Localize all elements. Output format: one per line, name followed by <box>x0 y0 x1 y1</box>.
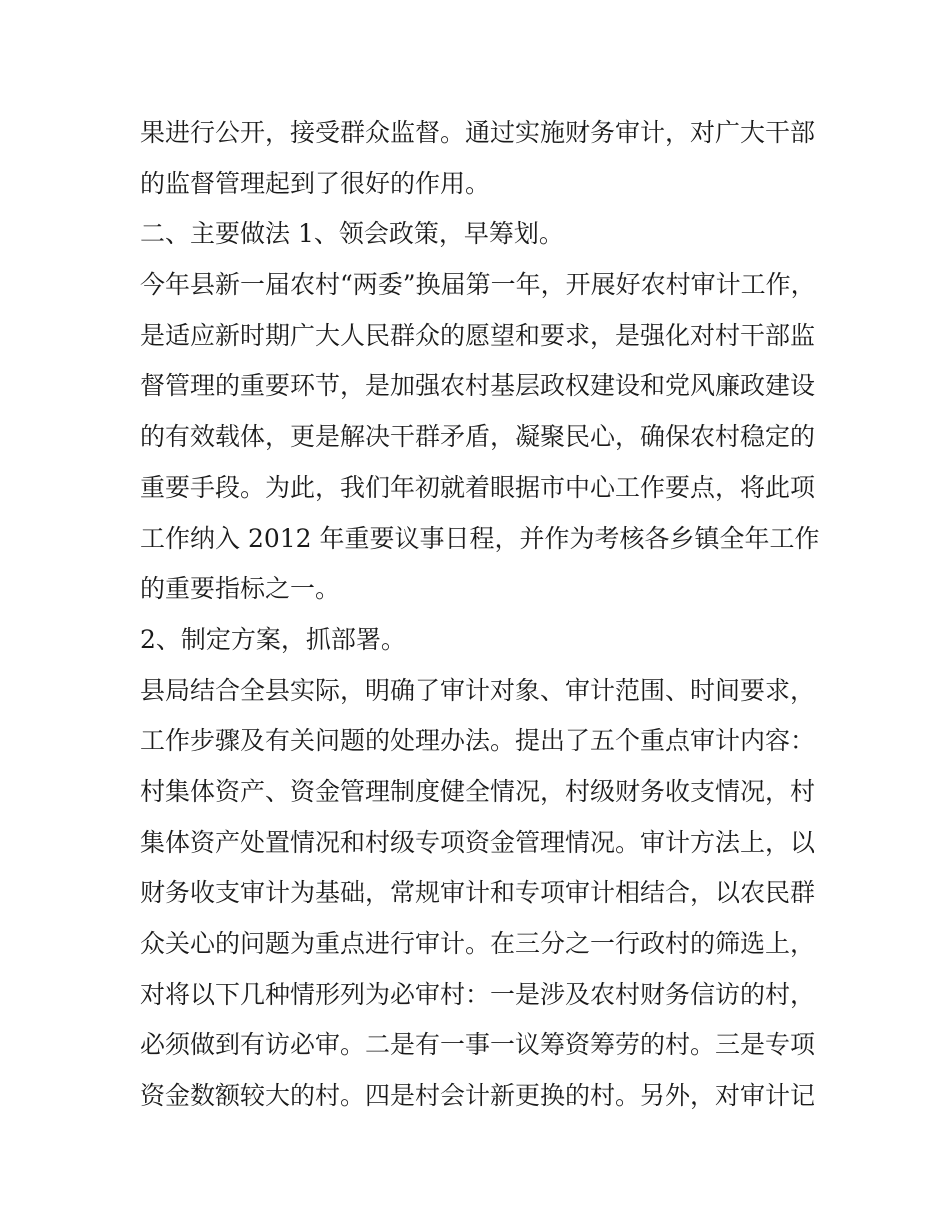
text-line: 是适应新时期广大人民群众的愿望和要求，是强化对村干部监 <box>140 320 816 350</box>
text-line: 果进行公开，接受群众监督。通过实施财务审计，对广大干部 <box>140 118 816 147</box>
text-line: 财务收支审计为基础，常规审计和专项审计相结合，以农民群 <box>140 878 816 908</box>
text-line: 的重要指标之一。 <box>140 574 341 604</box>
section-heading: 2、制定方案，抓部署。 <box>140 624 406 654</box>
text-line: 集体资产处置情况和村级专项资金管理情况。审计方法上，以 <box>140 827 816 857</box>
text-line: 资金数额较大的村。四是村会计新更换的村。另外，对审计记 <box>140 1081 816 1111</box>
text-line: 重要手段。为此，我们年初就着眼据市中心工作要点，将此项 <box>140 472 816 502</box>
text-line: 对将以下几种情形列为必审村：一是涉及农村财务信访的村， <box>140 979 816 1009</box>
text-line: 众关心的问题为重点进行审计。在三分之一行政村的筛选上， <box>140 929 816 958</box>
text-line: 今年县新一届农村“两委”换届第一年，开展好农村审计工作， <box>140 270 816 300</box>
text-line: 县局结合全县实际，明确了审计对象、审计范围、时间要求， <box>140 675 816 705</box>
body-text <box>140 108 830 1122</box>
text-line: 工作纳入 2012 年重要议事日程，并作为考核各乡镇全年工作 <box>140 523 820 553</box>
text-line: 的监督管理起到了很好的作用。 <box>140 168 491 198</box>
text-line: 村集体资产、资金管理制度健全情况，村级财务收支情况，村 <box>140 776 816 806</box>
text-line: 必须做到有访必审。二是有一事一议筹资筹劳的村。三是专项 <box>140 1030 816 1060</box>
text-line: 的有效载体，更是解决干群矛盾，凝聚民心，确保农村稳定的 <box>140 422 816 452</box>
text-line: 工作步骤及有关问题的处理办法。提出了五个重点审计内容： <box>140 726 816 756</box>
section-heading: 二、主要做法 1、领会政策，早筹划。 <box>140 219 564 249</box>
text-line: 督管理的重要环节，是加强农村基层政权建设和党风廉政建设 <box>140 371 816 401</box>
